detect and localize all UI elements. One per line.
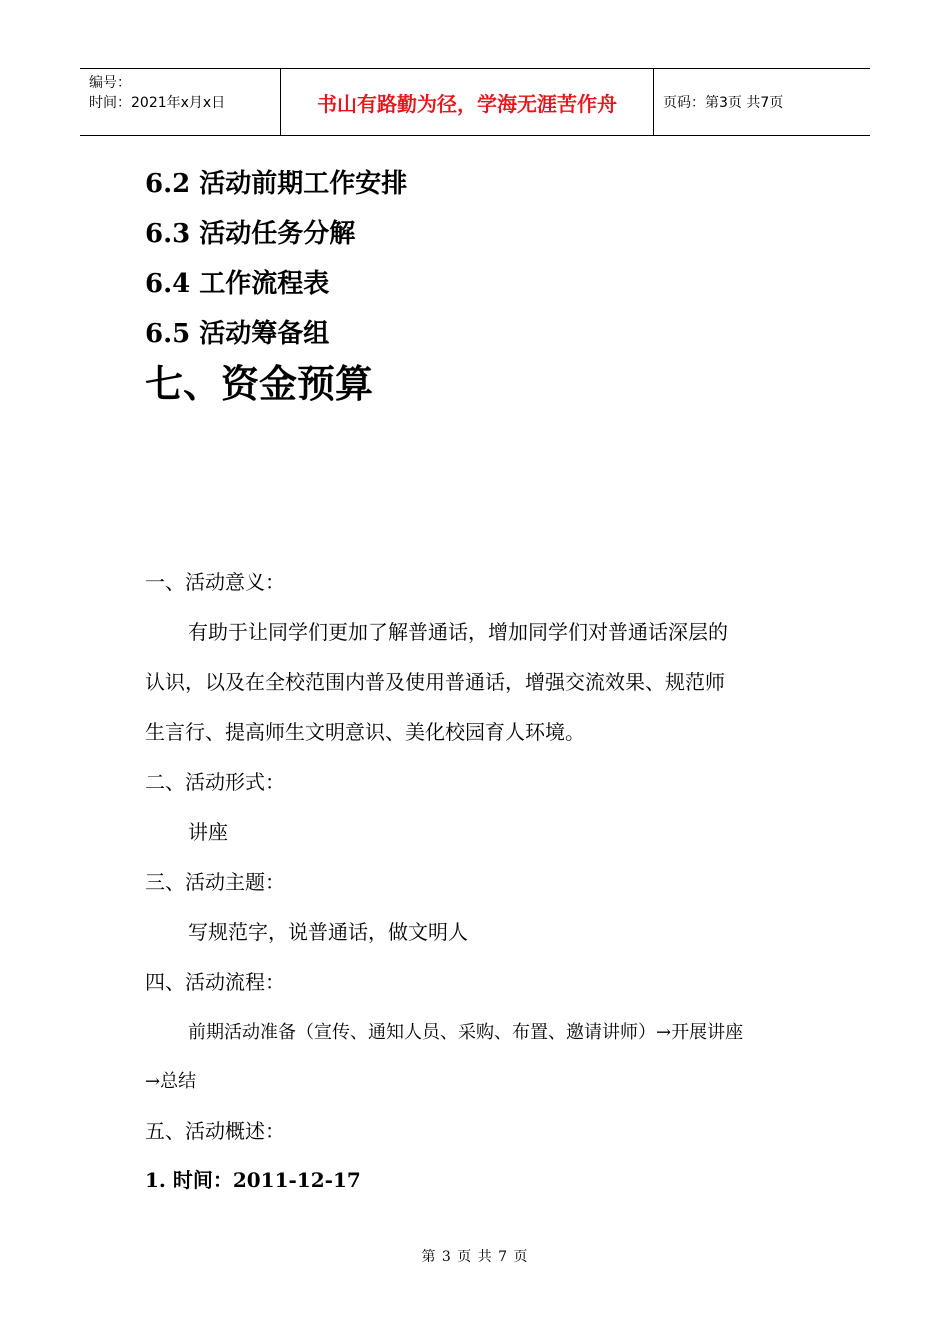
paragraph-line: 讲座 [188,820,228,844]
paragraph-line: 认识，以及在全校范围内普及使用普通话，增强交流效果、规范师 [145,670,725,694]
page-footer: 第 3 页 共 7 页 [421,1249,529,1265]
paragraph-line: →总结 [145,1071,197,1092]
header-motto: 书山有路勤为径，学海无涯苦作舟 [281,69,654,135]
heading-theme: 三、活动主题： [145,870,285,894]
heading-process: 四、活动流程： [145,970,285,994]
number-label: 编号： [89,75,131,91]
page-header [80,68,870,136]
subsection-6-4: 6.4 工作流程表 [145,269,330,299]
paragraph-line: 1. 时间：2011-12-17 [145,1168,361,1192]
heading-significance: 一、活动意义： [145,570,285,594]
header-page-info: 页码：第3页 共7页 [663,95,784,111]
heading-format: 二、活动形式： [145,770,285,794]
paragraph-line: 前期活动准备（宣传、通知人员、采购、布置、邀请讲师）→开展讲座 [188,1022,744,1043]
subsection-6-3: 6.3 活动任务分解 [145,219,356,249]
time-label: 时间：2021年x月x日 [89,95,226,111]
header-meta [80,69,281,135]
subsection-6-5: 6.5 活动筹备组 [145,319,330,349]
paragraph-line: 生言行、提高师生文明意识、美化校园育人环境。 [145,720,585,744]
heading-overview: 五、活动概述： [145,1119,285,1143]
chapter-title: 七、资金预算 [145,361,374,406]
paragraph-line: 写规范字，说普通话，做文明人 [188,920,468,944]
paragraph-line: 有助于让同学们更加了解普通话，增加同学们对普通话深层的 [188,620,728,644]
subsection-6-2: 6.2 活动前期工作安排 [145,169,408,199]
